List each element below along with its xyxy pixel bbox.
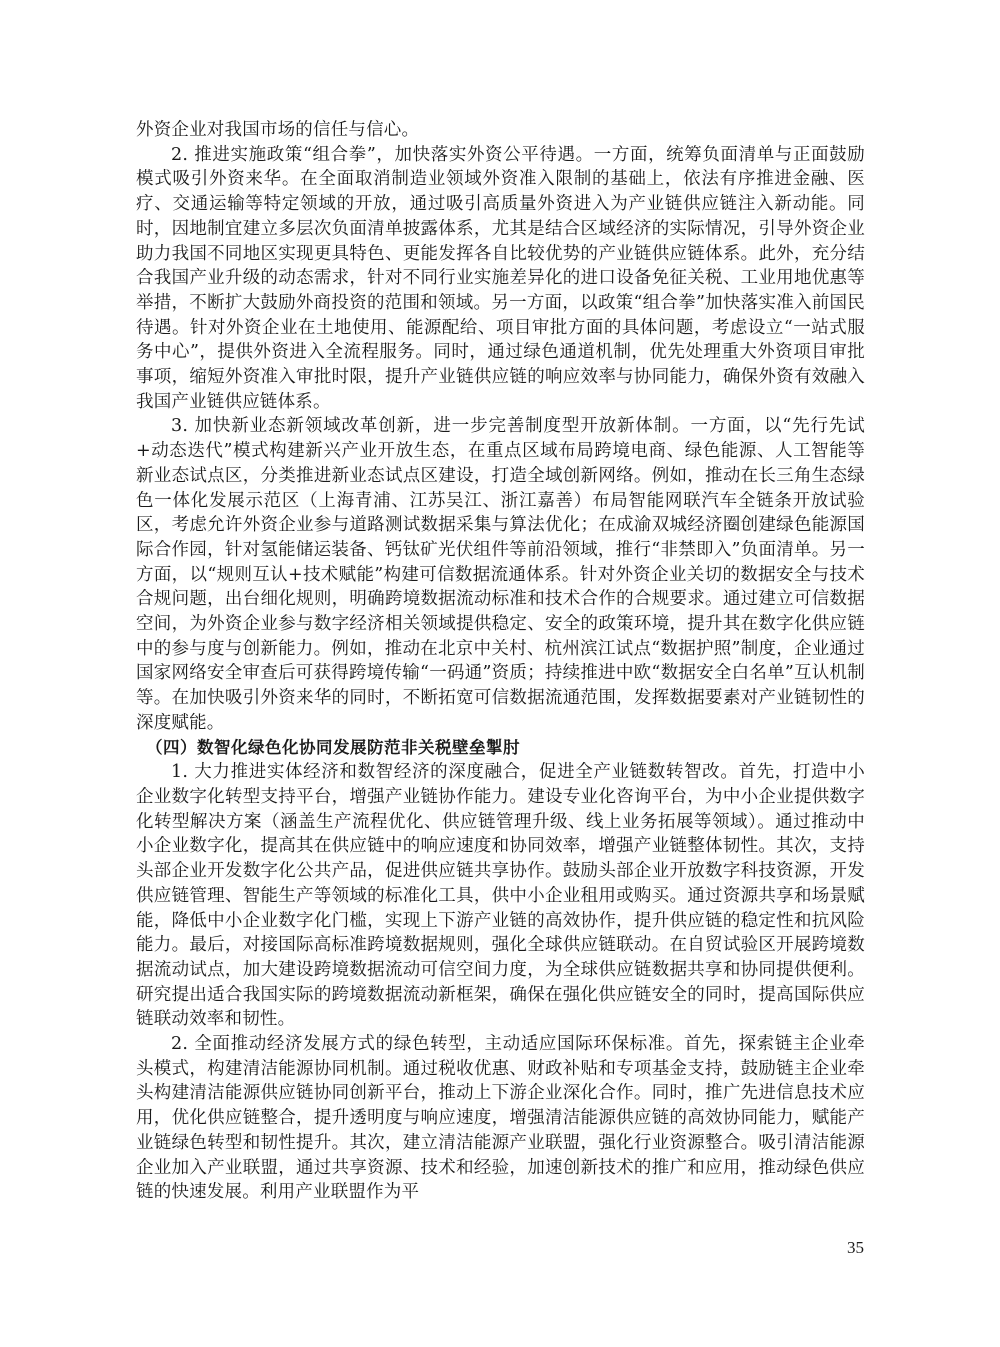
paragraph-continuation: 外资企业对我国市场的信任与信心。 (136, 120, 420, 140)
page-number: 35 (847, 1238, 864, 1257)
section-heading: （四）数智化绿色化协同发展防范非关税壁垒掣肘 (146, 737, 520, 757)
document-body (136, 118, 865, 1205)
paragraph-digital-integration: 1. 大力推进实体经济和数智经济的深度融合，促进全产业链数转智改。首先，打造中小企业数字化转型支持平台，增强产业链协作能力。建设专业化咨询平台，为中小企业提供数字化转型解决方案（涵盖生产流程优化、供应链管理升级、线上业务拓展等领域）。通过推动中小企业数字化，提高其在供应链中的响应速度和协同效率，增强产业链整体韧性。其次，支持头部企业开发数字化公共产品，促进供应链共享协作。鼓励头部企业开放数字科技资源，开发供应链管理、智能生产等领域的标准化工具，供中小企业租用或购买。通过资源共享和场景赋能，降低中小企业数字化门槛，实现上下游产业链的高效协作，提升供应链的稳定性和抗风险能力。最后，对接国际高标准跨境数据规则，强化全球供应链联动。在自贸试验区开展跨境数据流动试点，加大建设跨境数据流动可信空间力度，为全球供应链数据共享和协同提供便利。研究提出适合我国实际的跨境数据流动新框架，确保在强化供应链安全的同时，提高国际供应链联动效率和韧性。 (136, 762, 865, 1030)
paragraph-green-transformation: 2. 全面推动经济发展方式的绿色转型，主动适应国际环保标准。首先，探索链主企业牵头模式，构建清洁能源协同机制。通过税收优惠、财政补贴和专项基金支持，鼓励链主企业牵头构建清洁能源供应链协同创新平台，推动上下游企业深化合作。同时，推广先进信息技术应用，优化供应链整合，提升透明度与响应速度，增强清洁能源供应链的高效协同能力，赋能产业链绿色转型和韧性提升。其次，建立清洁能源产业联盟，强化行业资源整合。吸引清洁能源企业加入产业联盟，通过共享资源、技术和经验，加速创新技术的推广和应用，推动绿色供应链的快速发展。利用产业联盟作为平 (136, 1034, 865, 1203)
paragraph-new-business-reform: 3. 加快新业态新领域改革创新，进一步完善制度型开放新体制。一方面，以“先行先试+动态迭代”模式构建新兴产业开放生态，在重点区域布局跨境电商、绿色能源、人工智能等新业态试点区，分类推进新业态试点区建设，打造全域创新网络。例如，推动在长三角生态绿色一体化发展示范区（上海青浦、江苏吴江、浙江嘉善）布局智能网联汽车全链条开放试验区，考虑允许外资企业参与道路测试数据采集与算法优化；在成渝双城经济圈创建绿色能源国际合作园，针对氢能储运装备、钙钛矿光伏组件等前沿领域，推行“非禁即入”负面清单。另一方面，以“规则互认+技术赋能”构建可信数据流通体系。针对外资企业关切的数据安全与技术合规问题，出台细化规则，明确跨境数据流动标准和技术合作的合规要求。通过建立可信数据空间，为外资企业参与数字经济相关领域提供稳定、安全的政策环境，提升其在数字化供应链中的参与度与创新能力。例如，推动在北京中关村、杭州滨江试点“数据护照”制度，企业通过国家网络安全审查后可获得跨境传输“一码通”资质；持续推进中欧“数据安全白名单”互认机制等。在加快吸引外资来华的同时，不断拓宽可信数据流通范围，发挥数据要素对产业链韧性的深度赋能。 (136, 416, 865, 733)
paragraph-policy-combination: 2. 推进实施政策“组合拳”，加快落实外资公平待遇。一方面，统筹负面清单与正面鼓励模式吸引外资来华。在全面取消制造业领域外资准入限制的基础上，依法有序推进金融、医疗、交通运输等特定领域的开放，通过吸引高质量外资进入为产业链供应链注入新动能。同时，因地制宜建立多层次负面清单披露体系，尤其是结合区域经济的实际情况，引导外资企业助力我国不同地区实现更具特色、更能发挥各自比较优势的产业链供应链体系。此外，充分结合我国产业升级的动态需求，针对不同行业实施差异化的进口设备免征关税、工业用地优惠等举措，不断扩大鼓励外商投资的范围和领域。另一方面，以政策“组合拳”加快落实准入前国民待遇。针对外资企业在土地使用、能源配给、项目审批方面的具体问题，考虑设立“一站式服务中心”，提供外资进入全流程服务。同时，通过绿色通道机制，优先处理重大外资项目审批事项，缩短外资准入审批时限，提升产业链供应链的响应效率与协同能力，确保外资有效融入我国产业链供应链体系。 (136, 144, 865, 412)
